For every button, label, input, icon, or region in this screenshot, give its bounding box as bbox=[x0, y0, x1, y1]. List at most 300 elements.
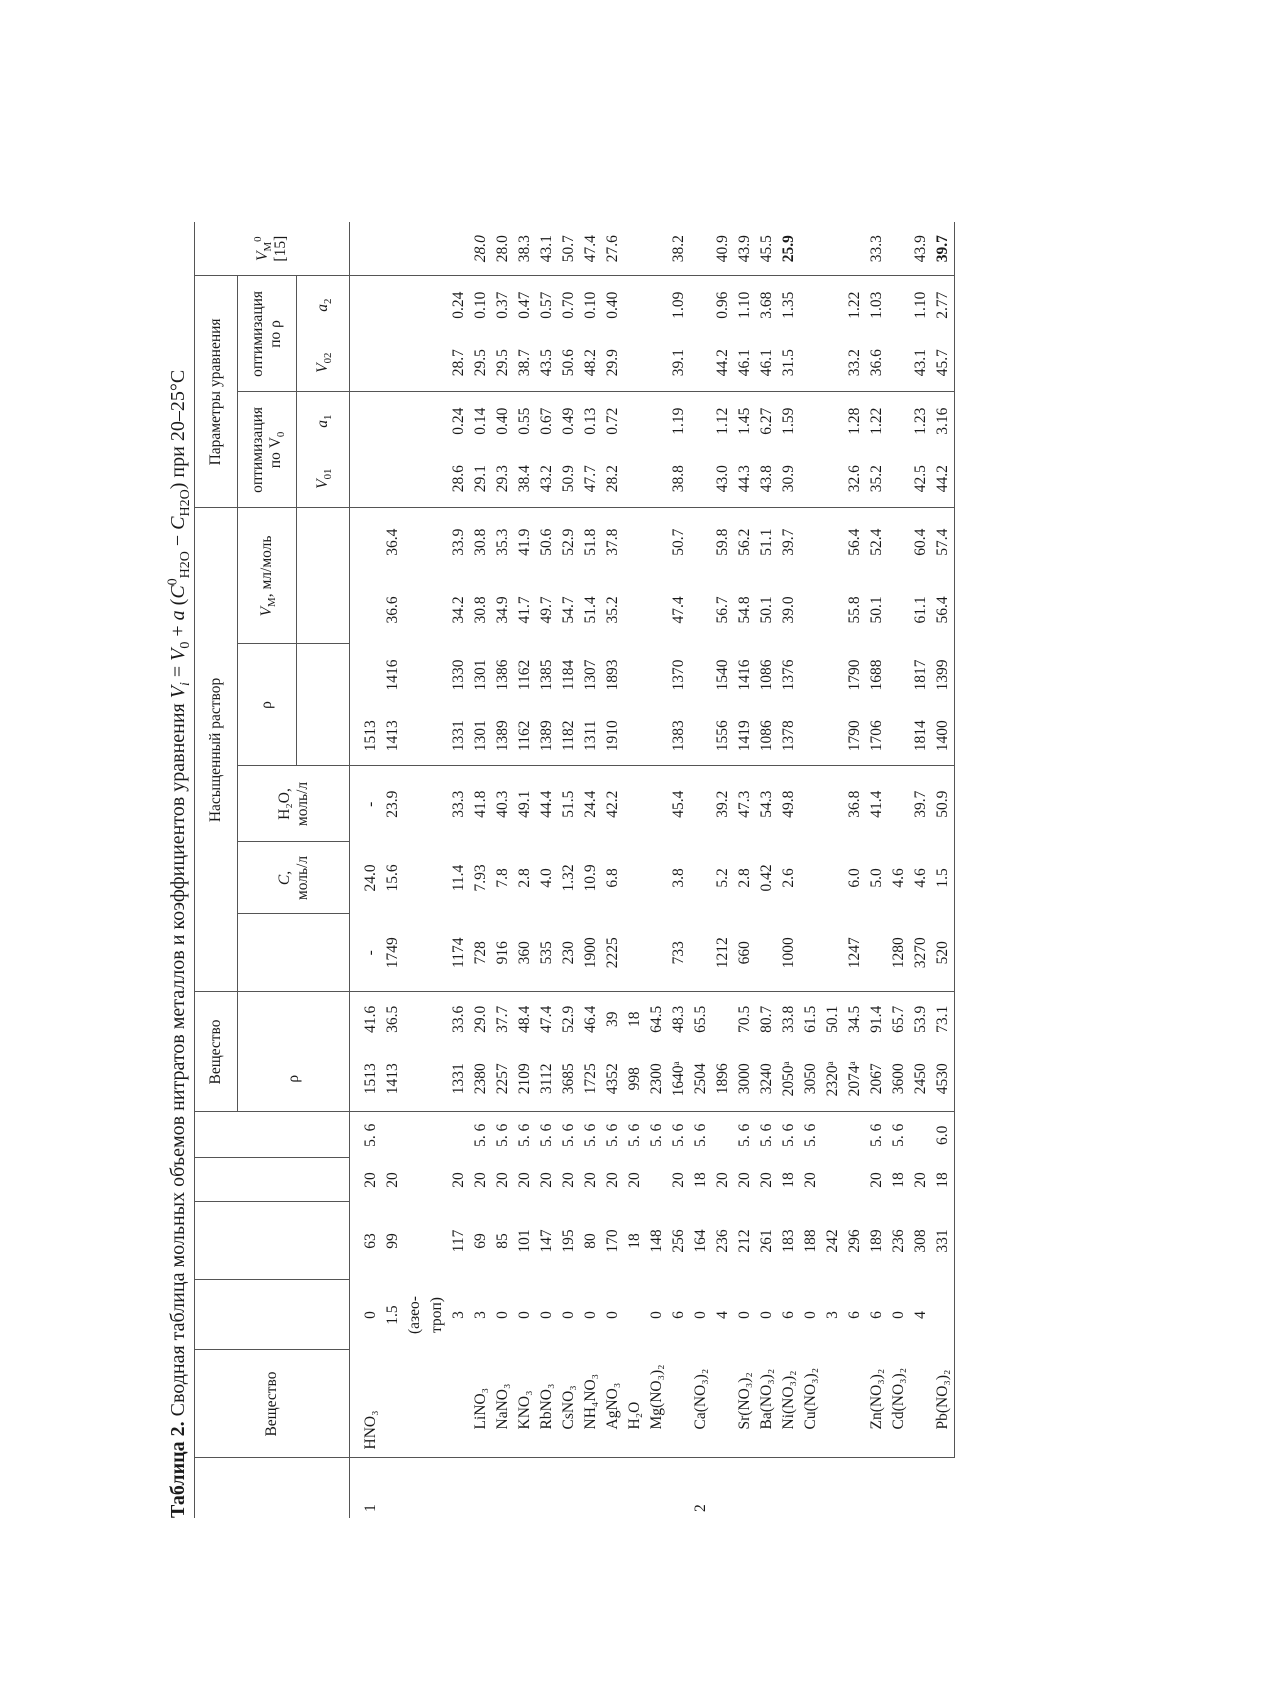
cell-a: 6 bbox=[780, 1311, 797, 1319]
cell-vm0 bbox=[888, 222, 910, 276]
cell-vm0: 43.9 bbox=[734, 222, 756, 276]
cell-vm2: 30.8 bbox=[472, 528, 489, 556]
cell-rs1: 1331 bbox=[448, 706, 470, 766]
header-blank-vm2 bbox=[297, 508, 350, 576]
cell-m: 117 bbox=[450, 1229, 467, 1253]
cell-vm0: 47.4 bbox=[580, 222, 602, 276]
summary-table bbox=[194, 222, 955, 1518]
cell-conc bbox=[690, 842, 712, 914]
cell-b: 18 bbox=[780, 1172, 797, 1188]
cell-b: 20 bbox=[604, 1172, 621, 1188]
cell-v: 80.7 bbox=[758, 1005, 775, 1033]
caption-text: Сводная таблица мольных объемов нитратов металлов и коэффициентов уравнения bbox=[167, 703, 189, 1417]
header-substance-group: Вещество bbox=[195, 992, 238, 1112]
cell-v01 bbox=[822, 450, 844, 508]
cell-vm0: 45.5 bbox=[756, 222, 778, 276]
caption-equation: $V_i = V_0 + a$ $(C^0_{H2O} - C_{H2O})$ bbox=[165, 482, 193, 699]
cell-a: 4 bbox=[912, 1311, 929, 1319]
header-opt-v0: оптимизация по $V_0$ bbox=[238, 392, 297, 508]
cell-rs2: 1790 bbox=[846, 659, 863, 691]
cell-a: 0 bbox=[560, 1311, 577, 1319]
cell-rs2: 1385 bbox=[538, 659, 555, 691]
cell-v: 64.5 bbox=[648, 1005, 665, 1033]
cell-rs2: 1184 bbox=[560, 659, 577, 691]
cell-a bbox=[624, 1280, 646, 1350]
cell-h2o bbox=[690, 766, 712, 842]
cell-vm0 bbox=[646, 222, 668, 276]
cell-v02: 48.2 bbox=[580, 334, 602, 392]
cell-b: 20 bbox=[538, 1172, 555, 1188]
table-row bbox=[580, 222, 602, 1518]
header-v01: $V_{01}$ bbox=[297, 450, 350, 508]
cell-s1 bbox=[624, 914, 646, 992]
cell-rho: 3600 bbox=[888, 1046, 910, 1112]
cell-s1: 3270 bbox=[910, 914, 932, 992]
cell-sub bbox=[822, 1350, 844, 1458]
cell-v bbox=[404, 992, 426, 1046]
cell-vm1: 49.7 bbox=[538, 596, 555, 624]
cell-rho: 2380 bbox=[470, 1046, 492, 1112]
cell-a1 bbox=[382, 392, 404, 450]
cell-a1: 1.23 bbox=[912, 407, 929, 435]
cell-rho: 1331 bbox=[448, 1046, 470, 1112]
cell-v01: 44.2 bbox=[932, 450, 955, 508]
cell-a2: 1.03 bbox=[868, 291, 885, 319]
cell-conc bbox=[624, 842, 646, 914]
cell-m: 236 bbox=[714, 1229, 731, 1253]
cell-a2: 0.40 bbox=[604, 291, 621, 319]
cell-c: 5. 6 bbox=[538, 1123, 555, 1147]
table-body bbox=[350, 222, 955, 1518]
cell-v02: 38.7 bbox=[514, 334, 536, 392]
cell-b: 20 bbox=[494, 1172, 511, 1188]
cell-s1 bbox=[756, 914, 778, 992]
cell-rs1: 1162 bbox=[514, 706, 536, 766]
cell-rs2 bbox=[690, 644, 712, 706]
cell-a: 0 bbox=[362, 1311, 379, 1319]
cell-rho: 1640ᵃ bbox=[668, 1046, 690, 1112]
cell-v: 33.8 bbox=[780, 1005, 797, 1033]
cell-s1: 535 bbox=[536, 914, 558, 992]
cell-sub: HNO₃ bbox=[350, 1350, 383, 1458]
cell-rs1: 1383 bbox=[668, 706, 690, 766]
cell-vm0: 43.9 bbox=[910, 222, 932, 276]
cell-conc: 6.0 bbox=[846, 868, 863, 888]
cell-rs1 bbox=[800, 706, 822, 766]
cell-a1: 0.72 bbox=[604, 407, 621, 435]
cell-h2o bbox=[888, 766, 910, 842]
cell-v: 29.0 bbox=[472, 1005, 489, 1033]
table-row bbox=[536, 222, 558, 1518]
cell-rs2 bbox=[822, 644, 844, 706]
cell-b: 18 bbox=[932, 1158, 955, 1202]
cell-rs1: 1311 bbox=[580, 706, 602, 766]
cell-conc: 7.8 bbox=[494, 868, 511, 888]
cell-v: 73.1 bbox=[932, 992, 955, 1046]
cell-rs2: 1416 bbox=[384, 659, 401, 691]
cell-rs2 bbox=[646, 644, 668, 706]
header-rho: ρ bbox=[238, 1046, 350, 1112]
cell-b: 20 bbox=[582, 1172, 599, 1188]
cell-h2o: 51.5 bbox=[560, 790, 577, 818]
cell-b: 20 bbox=[384, 1172, 401, 1188]
table-caption bbox=[165, 288, 193, 1518]
cell-v01: 43.2 bbox=[536, 450, 558, 508]
cell-rho: 2109 bbox=[514, 1046, 536, 1112]
cell-h2o: 45.4 bbox=[670, 790, 687, 818]
cell-rs1: 1400 bbox=[932, 706, 955, 766]
cell-sub: Ca(NO₃)₂ bbox=[690, 1350, 712, 1458]
cell-s1 bbox=[690, 914, 712, 992]
cell-v02: 29.5 bbox=[492, 334, 514, 392]
table-row bbox=[800, 222, 822, 1518]
cell-v01: 50.9 bbox=[558, 450, 580, 508]
cell-rho bbox=[404, 1046, 426, 1112]
cell-c bbox=[822, 1112, 844, 1158]
cell-sub: KNO₃ bbox=[514, 1350, 536, 1458]
cell-v02 bbox=[800, 334, 822, 392]
cell-vm1: 34.9 bbox=[494, 596, 511, 624]
cell-vm0: 40.9 bbox=[712, 222, 734, 276]
cell-b: 20 bbox=[802, 1172, 819, 1188]
cell-rs1: 1301 bbox=[470, 706, 492, 766]
cell-conc bbox=[426, 842, 448, 914]
table-row bbox=[888, 222, 910, 1518]
cell-m: 85 bbox=[494, 1233, 511, 1249]
cell-a2: 2.77 bbox=[932, 276, 955, 334]
cell-rs1: 1814 bbox=[910, 706, 932, 766]
cell-rs2: 1817 bbox=[912, 659, 929, 691]
cell-s1 bbox=[822, 914, 844, 992]
cell-vm1: 34.2 bbox=[450, 596, 467, 624]
cell-rho: 1513 bbox=[350, 1046, 383, 1112]
cell-rs1 bbox=[624, 706, 646, 766]
cell-v: 53.9 bbox=[912, 1005, 929, 1033]
cell-m bbox=[426, 1202, 448, 1280]
cell-vm1: 51.4 bbox=[582, 596, 599, 624]
cell-s1 bbox=[426, 914, 448, 992]
cell-v bbox=[712, 992, 734, 1046]
cell-s1: 1280 bbox=[888, 914, 910, 992]
cell-sub: AgNO₃ bbox=[602, 1350, 624, 1458]
cell-a1: 0.49 bbox=[560, 407, 577, 435]
cell-conc: 1.32 bbox=[560, 864, 577, 892]
cell-v01 bbox=[690, 450, 712, 508]
cell-vm2 bbox=[822, 508, 844, 576]
cell-vm1: 36.6 bbox=[384, 596, 401, 624]
table-row bbox=[404, 222, 426, 1518]
cell-m: 331 bbox=[932, 1202, 955, 1280]
cell-m: 188 bbox=[802, 1229, 819, 1253]
cell-c: 5. 6 bbox=[802, 1123, 819, 1147]
cell-c: 6.0 bbox=[932, 1112, 955, 1158]
table-row bbox=[448, 222, 470, 1518]
cell-a2: 1.10 bbox=[912, 291, 929, 319]
cell-m: 101 bbox=[516, 1229, 533, 1253]
cell-m: 308 bbox=[912, 1229, 929, 1253]
table-row bbox=[822, 222, 844, 1518]
cell-v01: 35.2 bbox=[866, 450, 888, 508]
cell-vm0 bbox=[690, 222, 712, 276]
cell-v: 52.9 bbox=[560, 1005, 577, 1033]
cell-rs2 bbox=[350, 644, 383, 706]
cell-v01 bbox=[646, 450, 668, 508]
table-row bbox=[668, 222, 690, 1518]
cell-rs2: 1370 bbox=[670, 659, 687, 691]
cell-vm1: 56.4 bbox=[932, 576, 955, 644]
cell-rs2 bbox=[624, 644, 646, 706]
header-blank-rs1 bbox=[297, 706, 350, 766]
cell-h2o: 39.2 bbox=[714, 790, 731, 818]
cell-v02 bbox=[382, 334, 404, 392]
rotated-page bbox=[162, 235, 1062, 1518]
table-row bbox=[844, 222, 866, 1518]
cell-m: 69 bbox=[472, 1233, 489, 1249]
cell-v: 70.5 bbox=[736, 1005, 753, 1033]
cell-v01: 42.5 bbox=[910, 450, 932, 508]
cell-a1: 0.40 bbox=[494, 407, 511, 435]
cell-vm0: 28.0 bbox=[492, 222, 514, 276]
table-row bbox=[690, 222, 712, 1518]
cell-b: 20 bbox=[868, 1172, 885, 1188]
cell-h2o bbox=[800, 766, 822, 842]
cell-vm1: 55.8 bbox=[846, 596, 863, 624]
cell-rs2: 1330 bbox=[450, 659, 467, 691]
cell-s1: 733 bbox=[668, 914, 690, 992]
cell-h2o: 44.4 bbox=[538, 790, 555, 818]
cell-a1 bbox=[800, 392, 822, 450]
cell-v02: 46.1 bbox=[734, 334, 756, 392]
cell-a2: 0.37 bbox=[494, 291, 511, 319]
cell-a1 bbox=[690, 392, 712, 450]
cell-sub bbox=[448, 1350, 470, 1458]
cell-vm2: 56.2 bbox=[736, 528, 753, 556]
cell-h2o: 24.4 bbox=[582, 790, 599, 818]
cell-a1: 1.19 bbox=[670, 407, 687, 435]
cell-rs1: 1378 bbox=[778, 706, 800, 766]
cell-conc: 4.0 bbox=[538, 868, 555, 888]
cell-b bbox=[844, 1158, 866, 1202]
cell-vm0 bbox=[800, 222, 822, 276]
header-h2o: H₂O, моль/л bbox=[238, 766, 350, 842]
cell-rs1 bbox=[426, 706, 448, 766]
cell-h2o: 50.9 bbox=[932, 766, 955, 842]
cell-sub: LiNO₃ bbox=[470, 1350, 492, 1458]
cell-a: 0 bbox=[494, 1311, 511, 1319]
cell-v01: 29.1 bbox=[470, 450, 492, 508]
cell-a1 bbox=[404, 392, 426, 450]
header-blank-rs2 bbox=[297, 644, 350, 706]
cell-rho: 3685 bbox=[558, 1046, 580, 1112]
cell-v02: 31.5 bbox=[778, 334, 800, 392]
cell-s1 bbox=[800, 914, 822, 992]
cell-sub: Pb(NO₃)₂ bbox=[932, 1350, 955, 1458]
cell-vm2: 59.8 bbox=[714, 528, 731, 556]
cell-a: 1.5 bbox=[384, 1305, 401, 1325]
cell-sub bbox=[404, 1350, 426, 1458]
cell-a2: 1.10 bbox=[736, 291, 753, 319]
cell-v01: 30.9 bbox=[778, 450, 800, 508]
cell-sub: Cd(NO₃)₂ bbox=[888, 1350, 910, 1458]
cell-vm1: 54.7 bbox=[560, 596, 577, 624]
cell-a: 0 bbox=[538, 1311, 555, 1319]
cell-vm2: 33.9 bbox=[450, 528, 467, 556]
cell-a2 bbox=[382, 276, 404, 334]
cell-h2o: 49.8 bbox=[780, 790, 797, 818]
header-a1: $a_1$ bbox=[297, 392, 350, 450]
cell-a: 6 bbox=[670, 1311, 687, 1319]
cell-sub bbox=[844, 1350, 866, 1458]
cell-b: 20 bbox=[472, 1172, 489, 1188]
cell-s1: 230 bbox=[558, 914, 580, 992]
cell-h2o: 47.3 bbox=[736, 790, 753, 818]
cell-rho: 2450 bbox=[910, 1046, 932, 1112]
cell-conc: 1.5 bbox=[932, 842, 955, 914]
cell-a2 bbox=[350, 276, 383, 334]
cell-vm1: 35.2 bbox=[604, 596, 621, 624]
cell-a: 0 bbox=[736, 1311, 753, 1319]
cell-rho: 2504 bbox=[690, 1046, 712, 1112]
cell-a2 bbox=[800, 276, 822, 334]
cell-v02 bbox=[350, 334, 383, 392]
cell-m: 195 bbox=[560, 1229, 577, 1253]
cell-rho: 3240 bbox=[756, 1046, 778, 1112]
cell-vm1 bbox=[800, 576, 822, 644]
cell-a2: 0.10 bbox=[582, 291, 599, 319]
cell-sub: Sr(NO₃)₂ bbox=[734, 1350, 756, 1458]
cell-s1 bbox=[866, 914, 888, 992]
cell-rs1: 1389 bbox=[536, 706, 558, 766]
cell-v: 46.4 bbox=[582, 1005, 599, 1033]
cell-vm2 bbox=[690, 508, 712, 576]
cell-vm1 bbox=[426, 576, 448, 644]
cell-v02 bbox=[822, 334, 844, 392]
cell-vm1: 30.8 bbox=[472, 596, 489, 624]
cell-a1: 0.13 bbox=[582, 407, 599, 435]
cell-m: 256 bbox=[670, 1229, 687, 1253]
cell-c bbox=[712, 1112, 734, 1158]
cell-h2o: 33.3 bbox=[450, 790, 467, 818]
cell-rs1 bbox=[690, 706, 712, 766]
cell-b bbox=[646, 1158, 668, 1202]
cell-conc: 2.6 bbox=[780, 868, 797, 888]
cell-m: 242 bbox=[824, 1229, 841, 1253]
cell-vm1: 41.7 bbox=[516, 596, 533, 624]
group-label-1: 1 bbox=[362, 1504, 379, 1512]
cell-v01: 38.8 bbox=[668, 450, 690, 508]
cell-b: 20 bbox=[714, 1172, 731, 1188]
cell-rho: 2320ᵃ bbox=[822, 1046, 844, 1112]
header-blank-a bbox=[195, 1280, 350, 1350]
cell-vm1 bbox=[822, 576, 844, 644]
cell-conc: 4.6 bbox=[890, 868, 907, 888]
cell-vm0: 38.3 bbox=[514, 222, 536, 276]
cell-conc: 24.0 bbox=[362, 864, 379, 892]
cell-rs1: 1086 bbox=[756, 706, 778, 766]
cell-v01 bbox=[404, 450, 426, 508]
cell-a: (азео- bbox=[406, 1296, 423, 1334]
cell-v01 bbox=[624, 450, 646, 508]
table-row bbox=[712, 222, 734, 1518]
cell-sub: Ni(NO₃)₂ bbox=[778, 1350, 800, 1458]
cell-sub bbox=[426, 1350, 448, 1458]
header-rho-solution: ρ bbox=[238, 644, 297, 766]
cell-rs1: 1419 bbox=[734, 706, 756, 766]
table-row bbox=[492, 222, 514, 1518]
cell-a1 bbox=[888, 392, 910, 450]
cell-vm0: 38.2 bbox=[668, 222, 690, 276]
cell-v bbox=[426, 992, 448, 1046]
header-blank-vm1 bbox=[297, 576, 350, 644]
cell-sub: CsNO₃ bbox=[558, 1350, 580, 1458]
caption-conditions: при 20–25°C bbox=[167, 369, 189, 478]
cell-rho: 998 bbox=[624, 1046, 646, 1112]
table-row bbox=[866, 222, 888, 1518]
cell-vm2: 56.4 bbox=[846, 528, 863, 556]
cell-s1 bbox=[646, 914, 668, 992]
cell-a: 0 bbox=[890, 1311, 907, 1319]
cell-v02: 45.7 bbox=[932, 334, 955, 392]
cell-rs1: 1706 bbox=[866, 706, 888, 766]
cell-vm2: 50.6 bbox=[538, 528, 555, 556]
cell-m: 148 bbox=[648, 1229, 665, 1253]
cell-vm2: 37.8 bbox=[604, 528, 621, 556]
cell-rs2 bbox=[888, 644, 910, 706]
caption-label: Таблица 2. bbox=[167, 1421, 189, 1518]
cell-vm0: 25.9 bbox=[778, 222, 800, 276]
cell-vm1 bbox=[690, 576, 712, 644]
cell-v02: 43.1 bbox=[910, 334, 932, 392]
cell-c bbox=[426, 1112, 448, 1158]
cell-m: 18 bbox=[626, 1233, 643, 1249]
cell-a2: 1.35 bbox=[780, 291, 797, 319]
cell-vm1 bbox=[646, 576, 668, 644]
cell-s1: 1174 bbox=[448, 914, 470, 992]
cell-rs2: 1162 bbox=[516, 659, 533, 691]
cell-vm0: 28.0 bbox=[470, 222, 492, 276]
cell-v: 61.5 bbox=[802, 1005, 819, 1033]
cell-conc: 7.93 bbox=[472, 864, 489, 892]
cell-s1: 360 bbox=[514, 914, 536, 992]
cell-rho: 2074ᵃ bbox=[844, 1046, 866, 1112]
cell-m: 189 bbox=[868, 1229, 885, 1253]
cell-rho: 4352 bbox=[602, 1046, 624, 1112]
cell-c bbox=[448, 1112, 470, 1158]
cell-c: 5. 6 bbox=[890, 1123, 907, 1147]
cell-v: 39 bbox=[604, 1011, 621, 1027]
cell-v: 33.6 bbox=[450, 1005, 467, 1033]
cell-rs2 bbox=[800, 644, 822, 706]
cell-rs1 bbox=[822, 706, 844, 766]
cell-a: 4 bbox=[714, 1311, 731, 1319]
cell-sub: NH₄NO₃ bbox=[580, 1350, 602, 1458]
cell-c: 5. 6 bbox=[758, 1123, 775, 1147]
cell-c: 5. 6 bbox=[560, 1123, 577, 1147]
cell-sub: NaNO₃ bbox=[492, 1350, 514, 1458]
cell-vm1: 50.1 bbox=[868, 596, 885, 624]
cell-vm0 bbox=[822, 222, 844, 276]
cell-m: 296 bbox=[846, 1229, 863, 1253]
cell-a1: 1.22 bbox=[868, 407, 885, 435]
cell-h2o: 41.8 bbox=[472, 790, 489, 818]
cell-s1: 1749 bbox=[382, 914, 404, 992]
cell-c bbox=[844, 1112, 866, 1158]
cell-a: 3 bbox=[472, 1311, 489, 1319]
cell-m: 212 bbox=[736, 1229, 753, 1253]
cell-s1: 916 bbox=[492, 914, 514, 992]
cell-c: 5. 6 bbox=[780, 1123, 797, 1147]
cell-s1: 660 bbox=[734, 914, 756, 992]
